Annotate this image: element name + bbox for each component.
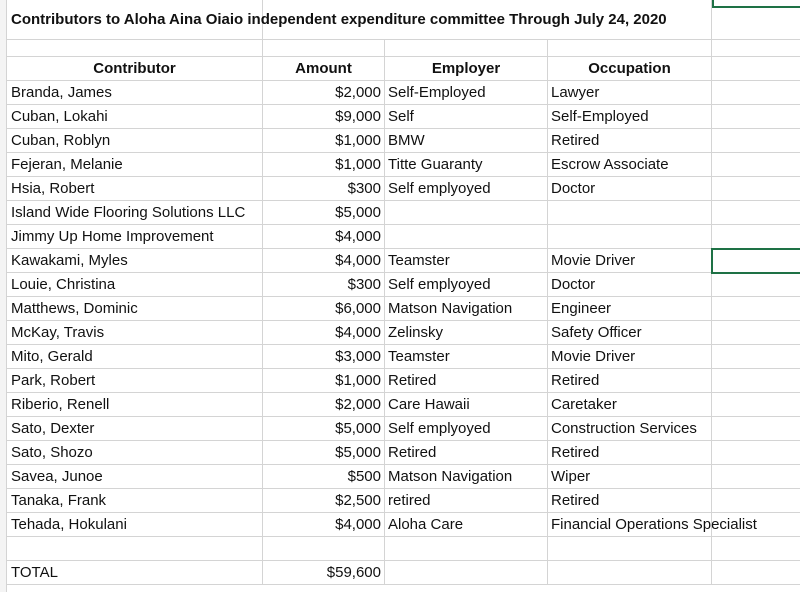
amount-cell[interactable]: $1,000 [263,369,385,393]
table-row [0,129,800,153]
employer-cell[interactable]: Self emplyoyed [385,273,548,297]
employer-cell[interactable]: Retired [385,441,548,465]
cell[interactable] [712,537,800,561]
amount-cell[interactable]: $9,000 [263,105,385,129]
occupation-cell[interactable]: Escrow Associate [548,153,712,177]
table-row [0,441,800,465]
employer-cell[interactable]: Teamster [385,345,548,369]
employer-cell[interactable]: Teamster [385,249,548,273]
amount-cell[interactable]: $5,000 [263,441,385,465]
employer-cell[interactable]: Matson Navigation [385,465,548,489]
occupation-cell[interactable]: Self-Employed [548,105,712,129]
occupation-cell[interactable]: Movie Driver [548,345,712,369]
occupation-cell[interactable]: Doctor [548,273,712,297]
table-row [0,321,800,345]
cell[interactable] [712,153,800,177]
table-row [0,465,800,489]
cell[interactable] [712,297,800,321]
cell[interactable] [712,321,800,345]
occupation-cell[interactable]: Lawyer [548,81,712,105]
table-row [0,273,800,297]
table-row [0,489,800,513]
contributor-cell[interactable]: Jimmy Up Home Improvement [7,225,263,249]
employer-cell[interactable]: Aloha Care [385,513,548,537]
occupation-cell[interactable]: Construction Services [548,417,712,441]
employer-cell[interactable] [385,225,548,249]
contributor-cell[interactable]: Tanaka, Frank [7,489,263,513]
occupation-cell[interactable]: Movie Driver [548,249,712,273]
title-row [0,0,800,40]
cell[interactable] [712,489,800,513]
amount-cell[interactable]: $300 [263,177,385,201]
amount-cell[interactable]: $4,000 [263,249,385,273]
employer-cell[interactable]: Self [385,105,548,129]
cell[interactable] [712,465,800,489]
selected-cell-top[interactable] [712,0,800,8]
employer-cell[interactable] [385,201,548,225]
employer-cell[interactable]: Titte Guaranty [385,153,548,177]
occupation-cell[interactable]: Retired [548,369,712,393]
occupation-cell[interactable]: Wiper [548,465,712,489]
amount-cell[interactable]: $2,000 [263,81,385,105]
table-row [0,201,800,225]
column-header-contributor[interactable]: Contributor [7,57,263,81]
table-row [0,105,800,129]
amount-cell[interactable]: $4,000 [263,321,385,345]
cell[interactable] [712,57,800,81]
cell[interactable] [385,537,548,561]
amount-cell[interactable]: $1,000 [263,153,385,177]
contributor-cell[interactable]: McKay, Travis [7,321,263,345]
table-row [0,81,800,105]
table-row [0,249,800,273]
occupation-cell[interactable]: Safety Officer [548,321,712,345]
cell[interactable] [712,201,800,225]
contributor-cell[interactable]: Louie, Christina [7,273,263,297]
contributor-cell[interactable]: Tehada, Hokulani [7,513,263,537]
table-row [0,297,800,321]
total-row [0,561,800,585]
contributor-cell[interactable]: Island Wide Flooring Solutions LLC [7,201,263,225]
amount-cell[interactable]: $3,000 [263,345,385,369]
cell[interactable] [712,417,800,441]
employer-cell[interactable]: Matson Navigation [385,297,548,321]
amount-cell[interactable]: $300 [263,273,385,297]
cell[interactable] [712,273,800,297]
column-header-amount[interactable]: Amount [263,57,385,81]
table-row [0,153,800,177]
contributor-cell[interactable]: Savea, Junoe [7,465,263,489]
occupation-cell[interactable]: Financial Operations Specialist [548,513,712,537]
cell[interactable] [548,40,712,57]
cell[interactable] [263,537,385,561]
contributor-cell[interactable]: Branda, James [7,81,263,105]
cell[interactable] [712,177,800,201]
cell[interactable] [712,40,800,57]
amount-cell[interactable]: $4,000 [263,225,385,249]
amount-cell[interactable]: $5,000 [263,417,385,441]
occupation-cell[interactable]: Doctor [548,177,712,201]
cell[interactable] [712,393,800,417]
amount-cell[interactable]: $6,000 [263,297,385,321]
contributor-cell[interactable]: Riberio, Renell [7,393,263,417]
sheet-title[interactable]: Contributors to Aloha Aina Oiaio independent expenditure committee Through July 24, 2020 [11,11,667,28]
contributor-cell[interactable]: Park, Robert [7,369,263,393]
selected-cell[interactable] [711,248,800,274]
total-label[interactable]: TOTAL [7,561,263,585]
blank-row [0,537,800,561]
amount-cell[interactable]: $5,000 [263,201,385,225]
employer-cell[interactable]: Zelinsky [385,321,548,345]
cell[interactable] [712,561,800,585]
contributor-cell[interactable]: Cuban, Lokahi [7,105,263,129]
employer-cell[interactable]: Self emplyoyed [385,417,548,441]
cell[interactable] [712,369,800,393]
table-row [0,225,800,249]
employer-cell[interactable]: BMW [385,129,548,153]
occupation-cell[interactable]: Caretaker [548,393,712,417]
cell[interactable] [712,129,800,153]
table-row [0,177,800,201]
table-row [0,369,800,393]
occupation-cell[interactable] [548,225,712,249]
column-header-occupation[interactable]: Occupation [548,57,712,81]
table-row [0,393,800,417]
contributor-cell[interactable]: Kawakami, Myles [7,249,263,273]
contributor-cell[interactable]: Matthews, Dominic [7,297,263,321]
cell[interactable] [712,513,800,537]
amount-cell[interactable]: $2,000 [263,393,385,417]
employer-cell[interactable]: retired [385,489,548,513]
employer-cell[interactable]: Self-Employed [385,81,548,105]
contributor-cell[interactable]: Mito, Gerald [7,345,263,369]
amount-cell[interactable]: $1,000 [263,129,385,153]
cell[interactable] [385,40,548,57]
occupation-cell[interactable]: Retired [548,441,712,465]
column-header-employer[interactable]: Employer [385,57,548,81]
table-row [0,417,800,441]
cell[interactable] [712,81,800,105]
total-amount[interactable]: $59,600 [263,561,385,585]
occupation-cell[interactable]: Retired [548,129,712,153]
table-row [0,513,800,537]
cell[interactable] [712,105,800,129]
cell[interactable] [7,537,263,561]
employer-cell[interactable]: Retired [385,369,548,393]
occupation-cell[interactable]: Engineer [548,297,712,321]
occupation-cell[interactable] [548,201,712,225]
contributor-cell[interactable]: Sato, Shozo [7,441,263,465]
cell[interactable] [712,345,800,369]
cell[interactable] [263,40,385,57]
contributor-cell[interactable]: Hsia, Robert [7,177,263,201]
cell[interactable] [7,40,263,57]
contributor-cell[interactable]: Sato, Dexter [7,417,263,441]
cell[interactable] [712,441,800,465]
employer-cell[interactable]: Care Hawaii [385,393,548,417]
amount-cell[interactable]: $2,500 [263,489,385,513]
contributor-cell[interactable]: Cuban, Roblyn [7,129,263,153]
cell[interactable] [712,225,800,249]
cell[interactable] [385,561,548,585]
employer-cell[interactable]: Self emplyoyed [385,177,548,201]
cell[interactable] [548,537,712,561]
table-row [0,345,800,369]
amount-cell[interactable]: $4,000 [263,513,385,537]
contributor-cell[interactable]: Fejeran, Melanie [7,153,263,177]
cell[interactable] [548,561,712,585]
occupation-cell[interactable]: Retired [548,489,712,513]
amount-cell[interactable]: $500 [263,465,385,489]
header-row [0,57,800,81]
